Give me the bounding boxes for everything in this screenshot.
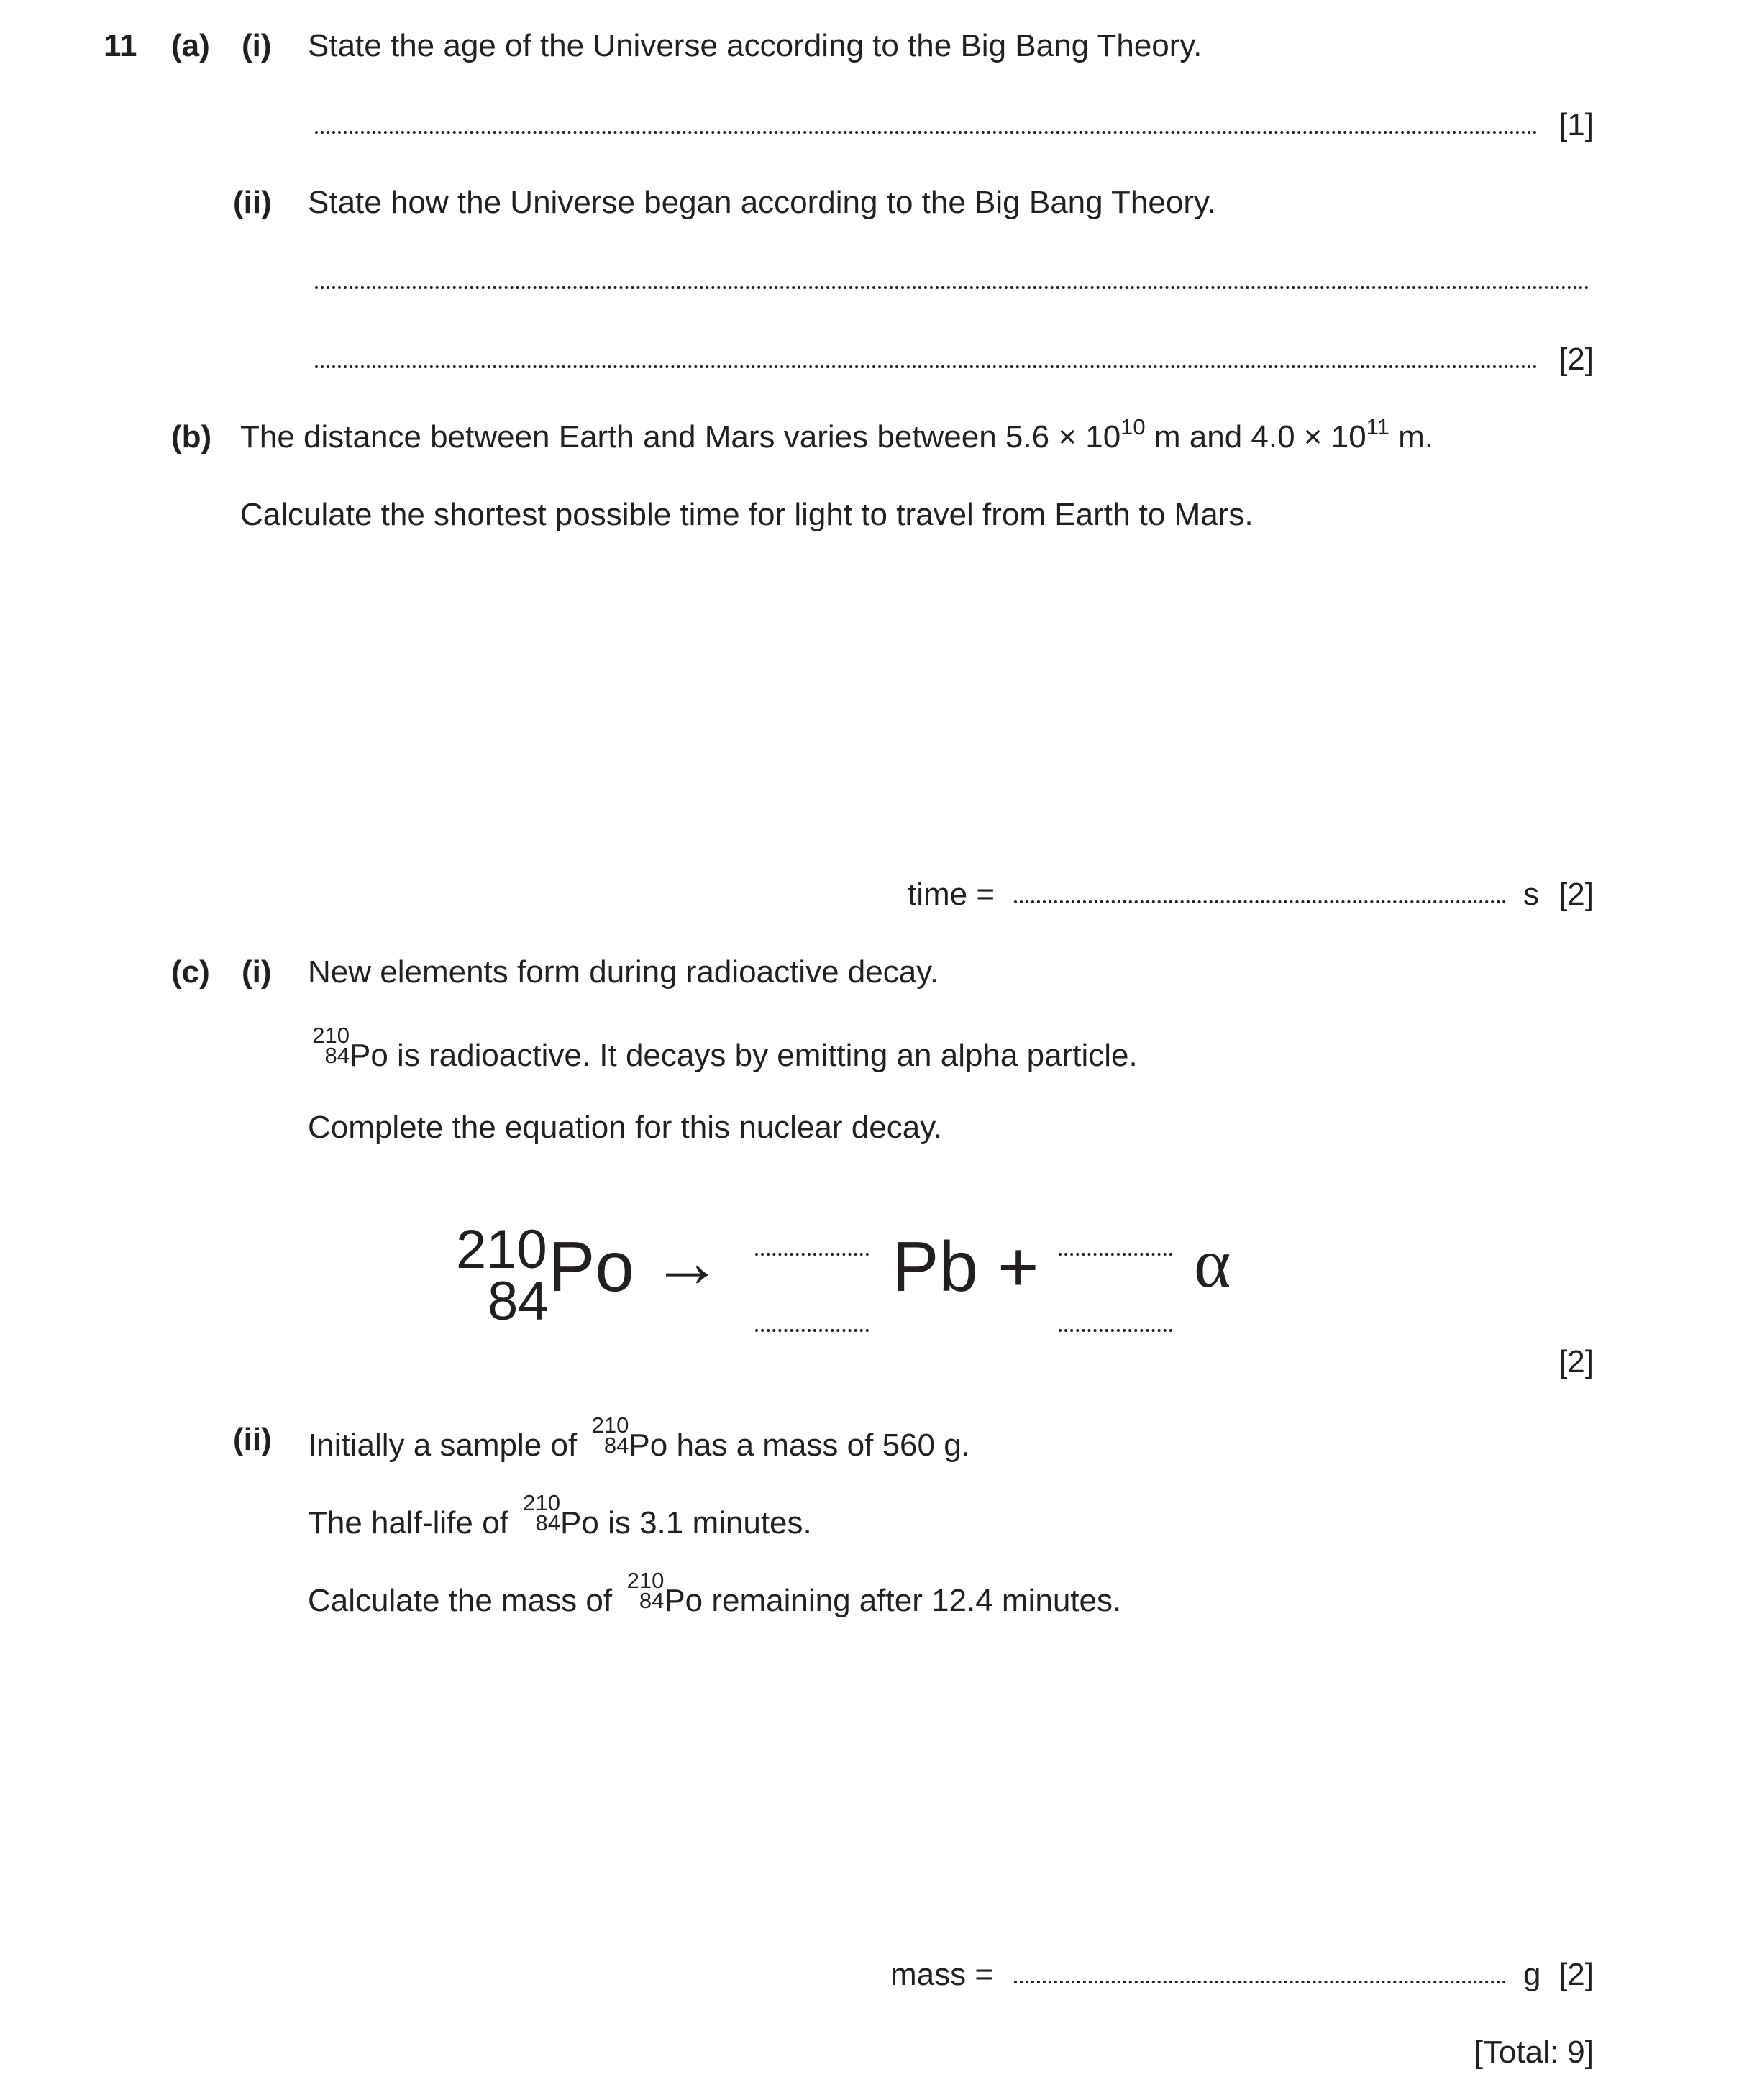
part-a-label: (a) [171, 28, 210, 63]
equation-arrow: → [652, 1223, 722, 1302]
part-b-instruction: Calculate the shortest possible time for light to travel from Earth to Mars. [240, 497, 1254, 532]
part-c-ii-label: (ii) [233, 1422, 272, 1457]
answer-line-a-ii-1[interactable] [315, 286, 1589, 289]
equation-alpha: α [1194, 1225, 1231, 1302]
mass-answer-line[interactable] [1014, 1981, 1506, 1983]
part-c-i-text1: New elements form during radioactive decay. [308, 954, 939, 990]
marks-c-ii: [2] [1558, 1957, 1594, 1992]
part-c-i-text2: 210 84 Po is radioactive. It decays by emitting an alpha particle. [308, 1034, 1138, 1072]
part-b-label: (b) [171, 419, 212, 455]
alpha-atomic-number-blank[interactable] [1059, 1329, 1172, 1332]
nuclide-po-210: 210 84 [312, 1023, 350, 1068]
marks-a-ii: [2] [1558, 342, 1594, 377]
mass-answer-label: mass = [890, 1957, 994, 1992]
part-a-i-question: State the age of the Universe according to the Big Bang Theory. [308, 28, 1202, 63]
pb-mass-number-blank[interactable] [755, 1253, 869, 1256]
answer-line-a-i[interactable] [315, 131, 1538, 134]
question-number: 11 [104, 28, 137, 63]
pb-atomic-number-blank[interactable] [755, 1329, 869, 1332]
equation-product: Pb + [892, 1227, 1039, 1306]
part-c-ii-line1: Initially a sample of 210 84 Po has a mass of 560 g. [308, 1412, 970, 1463]
part-a-ii-label: (ii) [233, 185, 272, 220]
part-c-ii-line3: Calculate the mass of 210 84 Po remaining after 12.4 minutes. [308, 1568, 1122, 1618]
exponent-2: 11 [1366, 414, 1389, 439]
exponent-1: 10 [1120, 414, 1146, 439]
equation-atomic-number: 84 [488, 1271, 549, 1332]
total-marks: [Total: 9] [1474, 2035, 1594, 2070]
part-a-i-label: (i) [242, 28, 272, 63]
alpha-mass-number-blank[interactable] [1059, 1253, 1172, 1256]
nuclide-po-210: 210 84 [626, 1568, 665, 1613]
part-b-statement: The distance between Earth and Mars varies between $5.6 \times 10^{10}$ m and $4.0 \times 10^{11}$ m. [240, 414, 1433, 455]
time-answer-line[interactable] [1014, 900, 1506, 903]
equation-mass-number: 210 [456, 1219, 547, 1280]
part-a-ii-question: State how the Universe began according to the Big Bang Theory. [308, 185, 1216, 220]
mass-unit: g [1523, 1957, 1541, 1992]
time-answer-label: time = [908, 877, 995, 912]
part-c-i-text3: Complete the equation for this nuclear decay. [308, 1110, 943, 1145]
time-unit: s [1523, 877, 1539, 912]
equation-po-symbol: Po [548, 1227, 634, 1306]
nuclide-po-210: 210 84 [591, 1412, 629, 1458]
part-c-ii-line2: The half-life of 210 84 Po is 3.1 minutes. [308, 1490, 812, 1540]
answer-line-a-ii-2[interactable] [315, 365, 1538, 368]
nuclide-po-210: 210 84 [523, 1490, 561, 1535]
part-c-i-label: (i) [242, 954, 272, 990]
marks-a-i: [1] [1558, 107, 1594, 142]
marks-c-i: [2] [1558, 1344, 1594, 1379]
part-c-label: (c) [171, 954, 210, 990]
marks-b: [2] [1558, 877, 1594, 912]
